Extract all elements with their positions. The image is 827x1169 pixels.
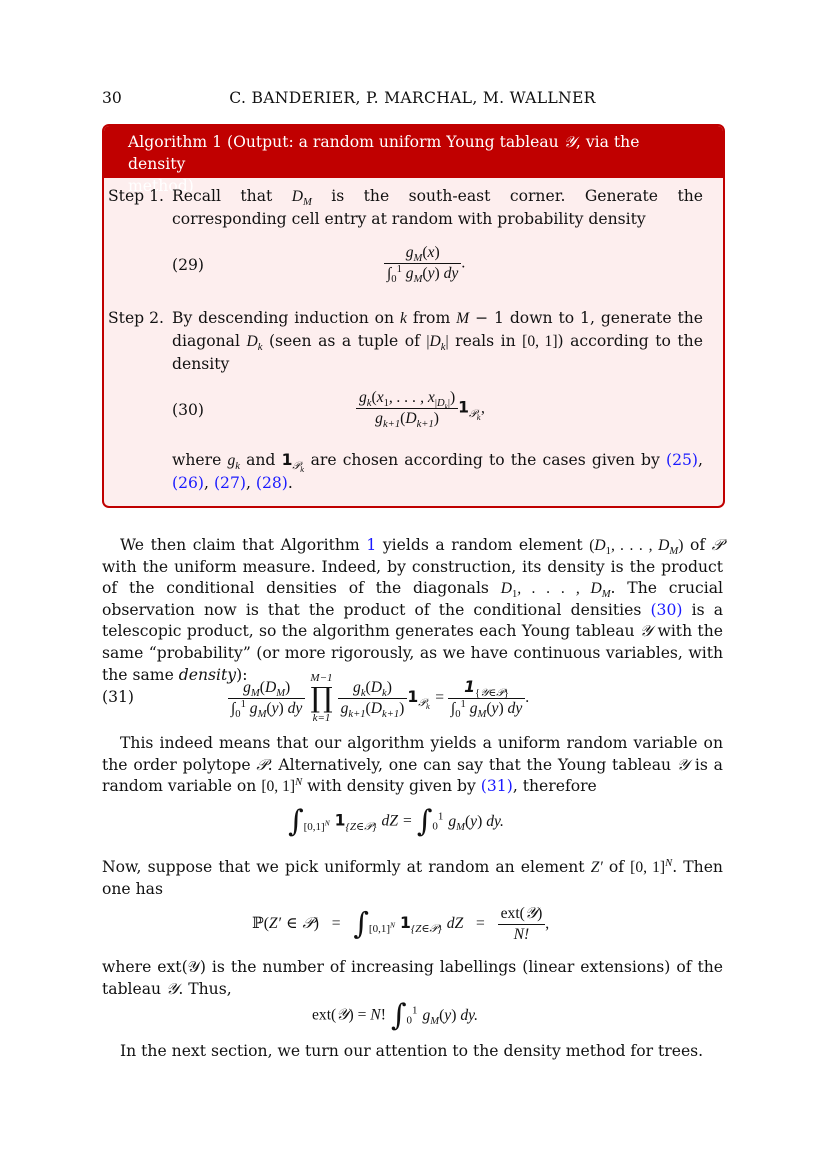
step-2-text: By descending induction on k from M − 1 down to 1, generate the diagonal $D_k$ (seen as a tuple of $|D_k|$ reals in [0, 1]) according to the density (172, 309, 703, 373)
step-2-where-text: where $g_k$ and $1_{𝒫_k}$ are chosen according to the cases given by (25), (26), (27), (28). (172, 451, 703, 492)
ref-28[interactable]: (28) (255, 474, 288, 492)
algorithm-title-text-end: , via the density (128, 133, 640, 173)
equation-30: $\frac{g_k(x_1, . . . , x_{|D_k|})}{g_{k+1}(D_{k+1})}$ $1_{𝒫_k}$, (356, 388, 485, 429)
paragraph-2: This indeed means that our algorithm yields a uniform random variable on the order polytope 𝒫. Alternatively, one can say that the Young tableau 𝒴 is a random variable on [0, 1]$^N$ with density given by (31), therefore (102, 734, 723, 796)
ref-26[interactable]: (26) (172, 474, 205, 492)
step-1-text: Recall that $D_M$ is the south-east corner. Generate the corresponding cell entry at random with probability density (172, 187, 703, 228)
equation-31-label: (31) (102, 688, 135, 706)
paragraph-1: We then claim that Algorithm 1 yields a random element ($D_1$, . . . , $D_M$) of 𝒫 with the uniform measure. Indeed, by construction, its density is the product of the conditional densities of the diagonals $D_1$, . . . , $D_M$. The crucial observation now is that the product of the conditional densities (30) is a telescopic product, so the algorithm generates each Young tableau 𝒴 with the same “probability” (or more rigorously, as we have continuous variables, with the same density): (102, 536, 723, 684)
equation-30-label: (30) (172, 401, 205, 419)
algorithm-box (102, 124, 725, 508)
algorithm-step-1 (108, 185, 703, 235)
equation-29: $\frac{g_M(x)}{\int_0^1 g_M(y) dy}$ . (384, 243, 465, 284)
algorithm-step-2-where (108, 449, 703, 497)
ref-algorithm-1[interactable]: 1 (366, 536, 377, 554)
paragraph-4: where ext(𝒴) is the number of increasing labellings (linear extensions) of the tableau 𝒴. Thus, (102, 958, 723, 998)
equation-31: $\frac{g_M(D_M)}{\int_0^1 g_M(y) dy}$ M−1 ∏ k=1 $\frac{g_k(D_k)}{g_{k+1}(D_{k+1})}$ $1_{𝒫_k}$ = $\frac{1_{\{𝒴\in 𝒫\}}}{\int_0^1 g_M(y) dy}$ . (228, 672, 529, 724)
equation-integral: $\int_{[0,1]^N}$ $1_{\{Z\in 𝒫\}}$ dZ = $\int_0^1$ $g_M(y)$ dy. (288, 804, 504, 839)
ref-25[interactable]: (25) (665, 451, 698, 469)
page-header (102, 89, 723, 109)
algorithm-title-symbol: 𝒴 (563, 133, 576, 151)
equation-probability: ℙ(Z′ ∈ 𝒫) = $\int_{[0,1]^N}$ $1_{\{Z\in 𝒫\}}$ dZ = $\frac{\text{ext(𝒴)}}{N!}$ , (252, 904, 550, 943)
step-1-label: Step 1. (108, 187, 164, 205)
algorithm-step-2 (108, 307, 703, 377)
ref-31[interactable]: (31) (480, 777, 513, 796)
page-number: 30 (102, 89, 122, 107)
algorithm-title (104, 126, 723, 195)
paragraph-3: Now, suppose that we pick uniformly at random an element Z′ of [0, 1]$^N$. Then one has (102, 857, 723, 898)
equation-ext: ext(𝒴) = N! $\int_0^1$ $g_M(y)$ dy. (312, 998, 479, 1033)
algorithm-title-text: Algorithm 1 (Output: a random uniform Young tableau (128, 133, 559, 151)
running-head: C. BANDERIER, P. MARCHAL, M. WALLNER (229, 89, 596, 107)
step-2-label: Step 2. (108, 309, 164, 327)
equation-29-label: (29) (172, 256, 205, 274)
ref-27[interactable]: (27) (213, 474, 246, 492)
ref-30[interactable]: (30) (650, 600, 683, 619)
paragraph-5: In the next section, we turn our attention to the density method for trees. (120, 1042, 704, 1060)
algorithm-title-line2: method) (128, 177, 194, 195)
